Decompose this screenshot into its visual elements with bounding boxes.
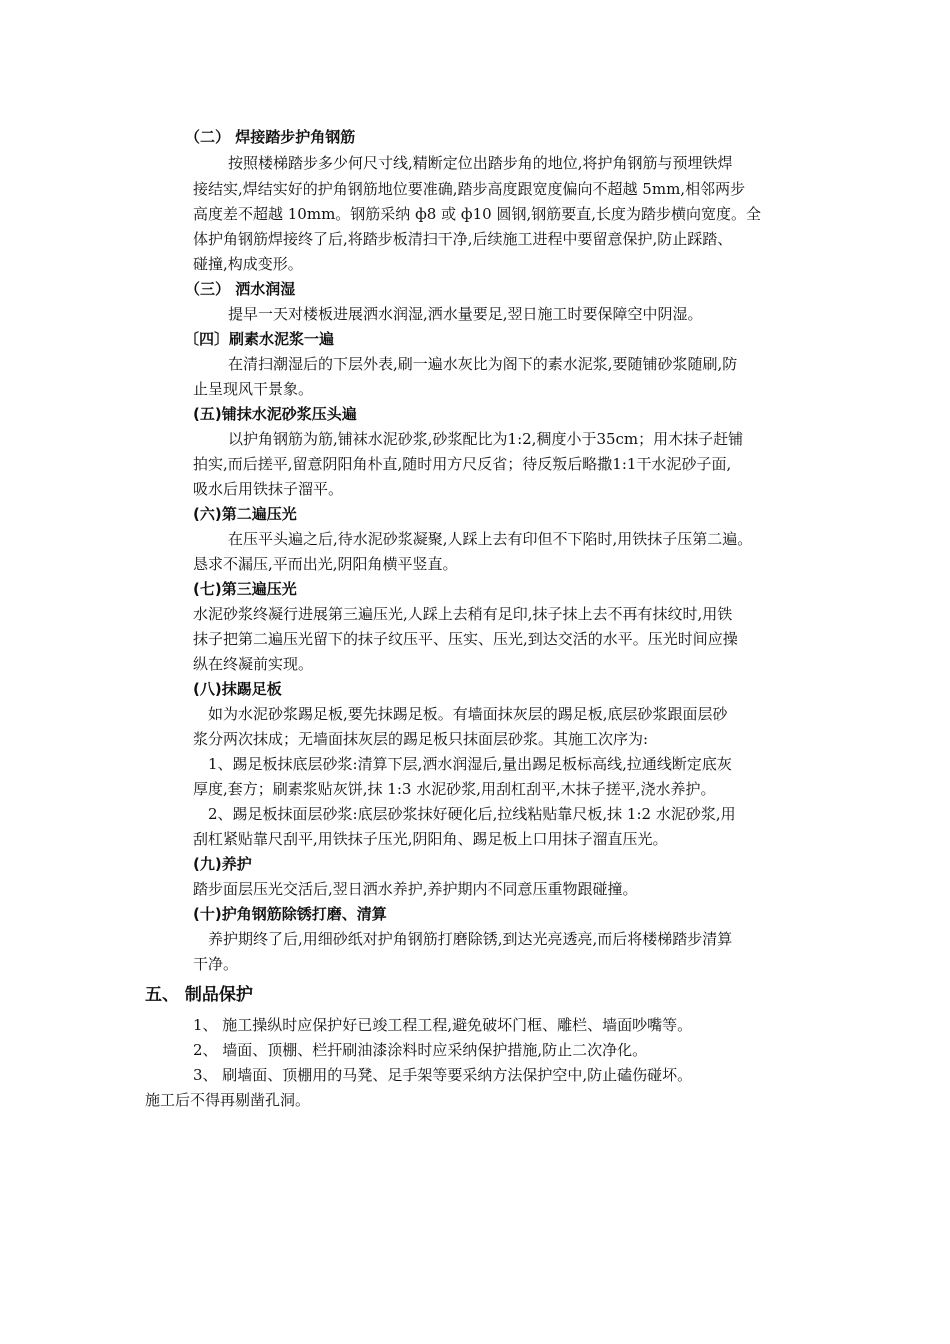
paragraph-line: 纵在终凝前实现。 xyxy=(193,655,314,673)
section-heading-6: (六)第二遍压光 xyxy=(193,505,297,523)
paragraph-line: 吸水后用铁抹子溜平。 xyxy=(193,480,344,498)
paragraph-line: 体护角钢筋焊接终了后,将踏步板清扫干净,后续施工进程中要留意保护,防止踩踏、 xyxy=(193,230,733,248)
list-item: 3、 刷墙面、顶棚用的马凳、足手架等要采纳方法保护空中,防止磕伤碰坏。 xyxy=(193,1066,693,1084)
section-heading-4: 〔四〕刷素水泥浆一遍 xyxy=(184,330,335,348)
paragraph-line: 施工后不得再剔凿孔洞。 xyxy=(145,1091,311,1109)
paragraph-line: 抹子把第二遍压光留下的抹子纹压平、压实、压光,到达交活的水平。压光时间应操 xyxy=(193,630,738,648)
paragraph-line: 干净。 xyxy=(193,955,239,973)
section-heading-10: (十)护角钢筋除锈打磨、清算 xyxy=(193,905,387,923)
paragraph-line: 如为水泥砂浆踢足板,要先抹踢足板。有墙面抹灰层的踢足板,底层砂浆跟面层砂 xyxy=(208,705,728,723)
paragraph-line: 在清扫潮湿后的下层外表,刷一遍水灰比为阁下的素水泥浆,要随铺砂浆随刷,防 xyxy=(228,355,738,373)
section-heading-7: (七)第三遍压光 xyxy=(193,580,297,598)
paragraph-line: 在压平头遍之后,待水泥砂浆凝聚,人踩上去有印但不下陷时,用铁抹子压第二遍。 xyxy=(228,530,753,548)
paragraph-line: 1、踢足板抹底层砂浆:清算下层,洒水润湿后,量出踢足板标高线,拉通线断定底灰 xyxy=(208,755,732,773)
paragraph-line: 拍实,而后搓平,留意阴阳角朴直,随时用方尺反省；待反叛后略撒1:1干水泥砂子面, xyxy=(193,455,732,473)
paragraph-line: 2、踢足板抹面层砂浆:底层砂浆抹好硬化后,拉线粘贴靠尺板,抹 1:2 水泥砂浆,用 xyxy=(208,805,736,823)
paragraph-line: 以护角钢筋为筋,铺袜水泥砂浆,砂浆配比为1:2,稠度小于35cm；用木抹子赶铺 xyxy=(228,430,744,448)
paragraph-line: 养护期终了后,用细砂纸对护角钢筋打磨除锈,到达光亮透亮,而后将楼梯踏步清算 xyxy=(208,930,733,948)
paragraph-line: 高度差不超越 10mm。钢筋采纳 ф8 或 ф10 圆钢,钢筋要直,长度为踏步横向宽度。全 xyxy=(193,205,762,223)
paragraph-line: 厚度,套方；刷素浆贴灰饼,抹 1:3 水泥砂浆,用刮杠刮平,木抹子搓平,浇水养护。 xyxy=(193,780,716,798)
paragraph-line: 刮杠紧贴靠尺刮平,用铁抹子压光,阴阳角、踢足板上口用抹子溜直压光。 xyxy=(193,830,668,848)
paragraph-line: 水泥砂浆终凝行进展第三遍压光,人踩上去稍有足印,抹子抹上去不再有抹纹时,用铁 xyxy=(193,605,733,623)
paragraph-line: 止呈现风干景象。 xyxy=(193,380,314,398)
section-heading-9: (九)养护 xyxy=(193,855,252,873)
paragraph-line: 按照楼梯踏步多少何尺寸线,精断定位出踏步角的地位,将护角钢筋与预埋铁焊 xyxy=(228,154,733,172)
paragraph-line: 踏步面层压光交活后,翌日洒水养护,养护期内不同意压重物跟碰撞。 xyxy=(193,880,638,898)
section-heading-5: (五)铺抹水泥砂浆压头遍 xyxy=(193,405,357,423)
paragraph-line: 碰撞,构成变形。 xyxy=(193,255,303,273)
paragraph-line: 恳求不漏压,平而出光,阴阳角横平竖直。 xyxy=(193,555,458,573)
section-heading-8: (八)抹踢足板 xyxy=(193,680,282,698)
list-item: 2、 墙面、顶棚、栏扞刷油漆涂料时应采纳保护措施,防止二次净化。 xyxy=(193,1041,648,1059)
paragraph-line: 接结实,焊结实好的护角钢筋地位要准确,踏步高度跟宽度偏向不超越 5mm,相邻两步 xyxy=(193,180,746,198)
section-heading-3: （三） 洒水润湿 xyxy=(185,280,296,298)
section-heading-2: （二） 焊接踏步护角钢筋 xyxy=(185,128,356,146)
chapter-heading-5: 五、 制品保护 xyxy=(145,985,253,1005)
list-item: 1、 施工操纵时应保护好已竣工程工程,避免破坏门框、雕栏、墙面吵嘴等。 xyxy=(193,1016,693,1034)
paragraph-line: 浆分两次抹成；无墙面抹灰层的踢足板只抹面层砂浆。其施工次序为: xyxy=(193,730,649,748)
paragraph-line: 提早一天对楼板进展洒水润湿,洒水量要足,翌日施工时要保障空中阴湿。 xyxy=(228,305,703,323)
